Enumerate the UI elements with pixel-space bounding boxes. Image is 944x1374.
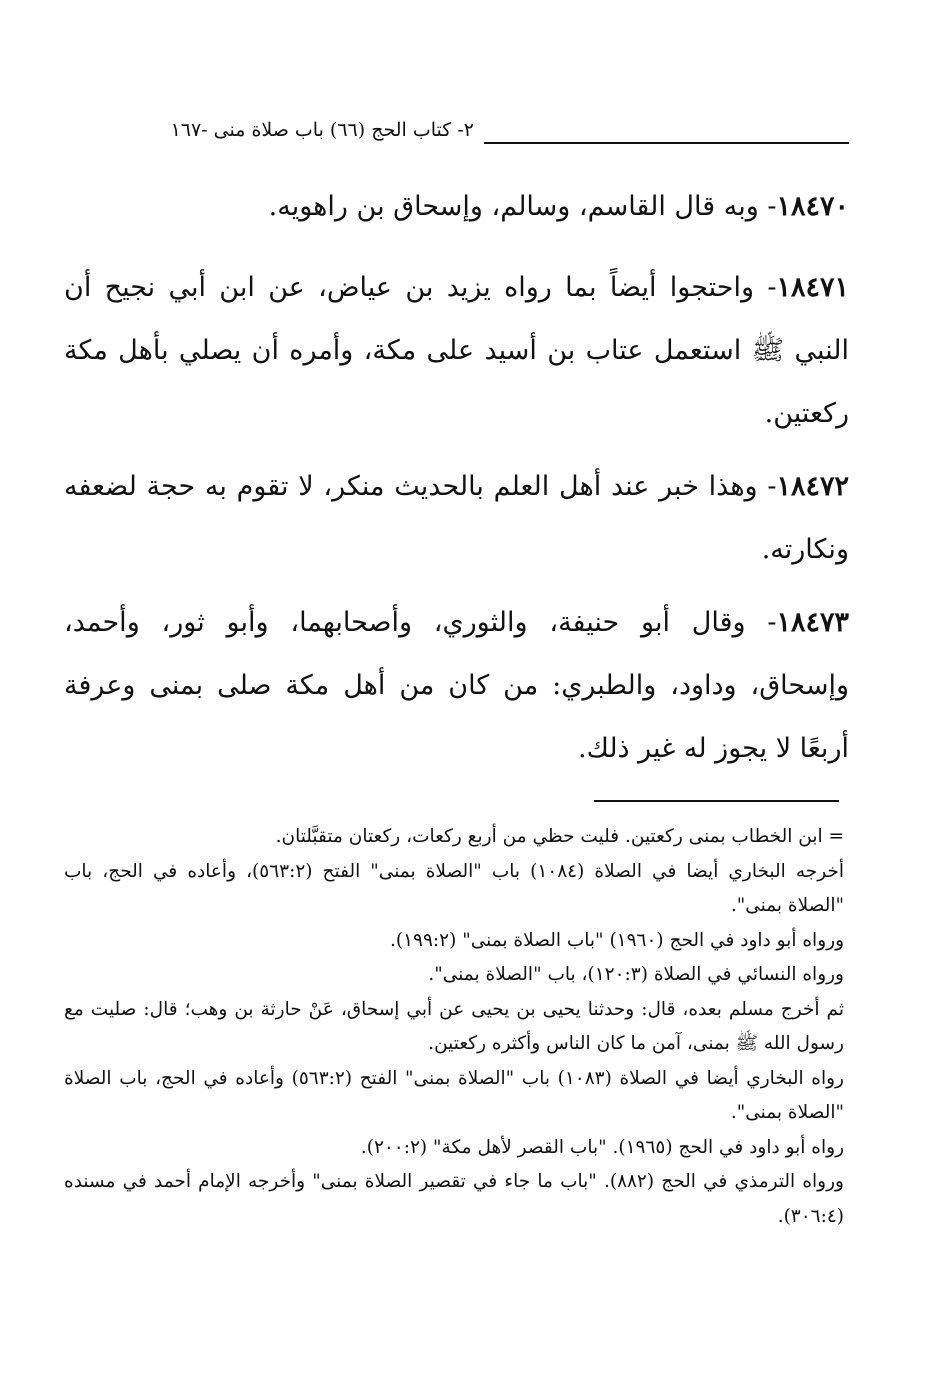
paragraph-number: ١٨٤٧٠ bbox=[776, 191, 849, 222]
header-rule bbox=[484, 142, 849, 144]
footnote-rule bbox=[594, 800, 839, 802]
paragraph bbox=[64, 175, 849, 238]
footnote-line: أخرجه البخاري أيضا في الصلاة (١٠٨٤) باب "الصلاة بمنى" الفتح (٥٦٣:٢)، وأعاده في الحج، باب "الصلاة بمنى". bbox=[64, 860, 844, 916]
footnote-line: ورواه الترمذي في الحج (٨٨٢). "باب ما جاء في تقصير الصلاة بمنى" وأخرجه الإمام أحمد في مسنده (٣٠٦:٤). bbox=[64, 1171, 844, 1227]
footnotes bbox=[64, 820, 844, 1234]
footnote-line: ورواه أبو داود في الحج (١٩٦٠) "باب الصلاة بمنى" (١٩٩:٢). bbox=[390, 929, 844, 951]
paragraph-text: - وقال أبو حنيفة، والثوري، وأصحابهما، وأبو ثور، وأحمد، وإسحاق، وداود، والطبري: من كان من أهل مكة صلى بمنى وعرفة أربعًا لا يجوز له غير ذلك. bbox=[64, 607, 849, 764]
paragraph-text: - وهذا خبر عند أهل العلم بالحديث منكر، لا تقوم به حجة لضعفه ونكارته. bbox=[64, 471, 849, 565]
footnote-line: ورواه النسائي في الصلاة (١٢٠:٣)، باب "الصلاة بمنى". bbox=[428, 964, 844, 985]
paragraph-number: ١٨٤٧٢ bbox=[776, 471, 849, 502]
paragraph bbox=[64, 591, 849, 780]
footnote-line: = ابن الخطاب بمنى ركعتين. فليت حظي من أربع ركعات، ركعتان متقبَّلتان. bbox=[275, 826, 844, 847]
footnote-line: ثم أخرج مسلم بعده، قال: وحدثنا يحيى بن يحيى عن أبي إسحاق، عَنْ حارثة بن وهب؛ قال: صليت مع رسول الله ﷺ بمنى، آمن ما كان الناس وأكثره ركعتين. bbox=[64, 998, 844, 1054]
paragraph bbox=[64, 455, 849, 581]
paragraph-number: ١٨٤٧٣ bbox=[776, 607, 849, 638]
footnote-line: رواه البخاري أيضا في الصلاة (١٠٨٣) باب "الصلاة بمنى" الفتح (٥٦٣:٢) وأعاده في الحج، باب الصلاة "الصلاة بمنى". bbox=[64, 1067, 844, 1123]
paragraph bbox=[64, 256, 849, 445]
paragraph-number: ١٨٤٧١ bbox=[776, 272, 849, 303]
main-text bbox=[64, 175, 849, 790]
running-head: ٢- كتاب الحج (٦٦) باب صلاة منى -١٦٧ bbox=[170, 119, 474, 141]
paragraph-text: - واحتجوا أيضاً بما رواه يزيد بن عياض، عن ابن أبي نجيح أن النبي ﷺ استعمل عتاب بن أسيد على مكة، وأمره أن يصلي بأهل مكة ركعتين. bbox=[64, 272, 849, 429]
footnote-line: رواه أبو داود في الحج (١٩٦٥). "باب القصر لأهل مكة" (٢٠٠:٢). bbox=[360, 1136, 844, 1158]
paragraph-text: - وبه قال القاسم، وسالم، وإسحاق بن راهويه. bbox=[268, 191, 777, 222]
